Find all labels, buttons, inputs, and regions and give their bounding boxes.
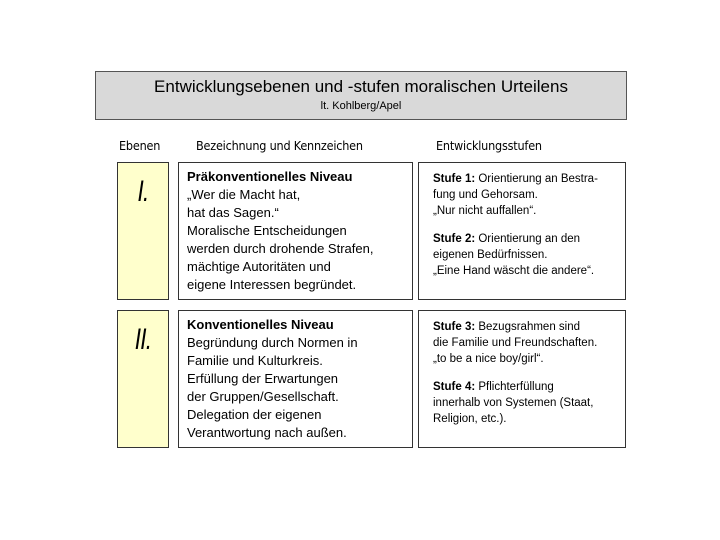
stage-1-line: Orientierung an Bestra-: [475, 173, 598, 185]
level-1-name: Präkonventionelles Niveau: [187, 169, 353, 184]
level-2-line: der Gruppen/Gesellschaft.: [187, 389, 339, 404]
column-header-stufen: Entwicklungsstufen: [436, 138, 542, 153]
stage-3: [433, 319, 615, 367]
level-2-numeral: II.: [134, 323, 152, 356]
level-2-line: Delegation der eigenen: [187, 407, 322, 422]
stage-4-label: Stufe 4:: [433, 381, 476, 393]
level-2-line: Begründung durch Normen in: [187, 335, 358, 350]
level-1-stages: [418, 162, 626, 300]
column-header-bezeichnung: Bezeichnung und Kennzeichen: [196, 138, 363, 153]
level-1-line: eigene Interessen begründet.: [187, 277, 357, 292]
page-subtitle: lt. Kohlberg/Apel: [320, 100, 402, 112]
stage-3-label: Stufe 3:: [433, 321, 476, 333]
column-header-ebenen: Ebenen: [119, 138, 161, 153]
page-title: Entwicklungsebenen und -stufen moralischen Urteilens: [154, 77, 568, 96]
stage-1-label: Stufe 1:: [433, 173, 476, 185]
level-1-cell: [117, 162, 169, 300]
level-1-description: [178, 162, 413, 300]
level-2-description: [178, 310, 413, 448]
stage-1: [433, 171, 615, 219]
stage-4-line: Pflichterfüllung: [475, 381, 554, 393]
stage-2-label: Stufe 2:: [433, 233, 476, 245]
stage-4-line: Religion, etc.).: [433, 413, 507, 425]
level-2-stages: [418, 310, 626, 448]
stage-2: [433, 231, 615, 279]
stage-3-line: „to be a nice boy/girl“.: [433, 353, 544, 365]
level-2-name: Konventionelles Niveau: [187, 317, 334, 332]
level-1-line: Moralische Entscheidungen: [187, 223, 347, 238]
level-2-cell: [117, 310, 169, 448]
level-1-numeral: I.: [137, 175, 149, 208]
stage-3-line: die Familie und Freundschaften.: [433, 337, 598, 349]
stage-2-line: Orientierung an den: [475, 233, 581, 245]
level-1-line: „Wer die Macht hat,: [187, 187, 301, 202]
stage-3-line: Bezugsrahmen sind: [475, 321, 581, 333]
stage-1-line: fung und Gehorsam.: [433, 189, 538, 201]
stage-4-line: innerhalb von Systemen (Staat,: [433, 397, 594, 409]
level-1-line: mächtige Autoritäten und: [187, 259, 331, 274]
level-2-line: Familie und Kulturkreis.: [187, 353, 323, 368]
stage-1-line: „Nur nicht auffallen“.: [433, 205, 537, 217]
stage-2-line: „Eine Hand wäscht die andere“.: [433, 265, 595, 277]
stage-4: [433, 379, 615, 427]
title-box: [95, 71, 627, 120]
level-1-line: hat das Sagen.“: [187, 205, 279, 220]
level-1-line: werden durch drohende Strafen,: [187, 241, 374, 256]
stage-2-line: eigenen Bedürfnissen.: [433, 249, 548, 261]
level-2-line: Verantwortung nach außen.: [187, 425, 347, 440]
level-2-line: Erfüllung der Erwartungen: [187, 371, 339, 386]
